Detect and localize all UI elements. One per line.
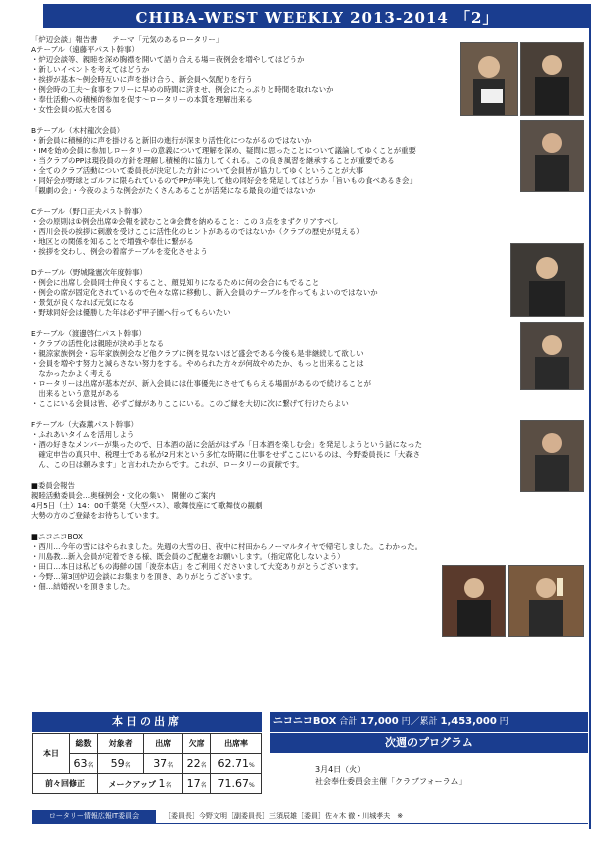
value: 17	[186, 777, 201, 790]
value: 59	[110, 757, 125, 770]
nico-cum: 1,453,000	[440, 716, 497, 727]
today-target	[97, 754, 143, 774]
section-line: ・例会に出席し会員同士仲良くすること、顔見知りになるために何の会合にもでること	[31, 278, 320, 287]
section-line: ・今野…第3回炉辺会談にお集まりを頂き、ありがとうございます。	[31, 572, 257, 581]
today-total	[70, 754, 98, 774]
attendance-header: 本日の出席	[32, 712, 262, 732]
section-line: 大勢の方のご登録をお待ちしています。	[31, 511, 164, 520]
unit: 名	[167, 762, 174, 769]
value: 63	[73, 757, 88, 770]
section-line: ・IMを始め会員に参加しロータリーの意義について理解を深め、疑問に思ったことについて議論してゆくことが重要	[31, 146, 416, 155]
value: 1	[158, 777, 166, 790]
nico-box-summary	[270, 712, 588, 732]
section-line: ・同好会が野球とゴルフに限られているのでPPが率先して他の同好会を発足してはどうか「旨いもの食べあるき会」	[31, 176, 417, 185]
next-program-date: 3月4日（火）	[315, 765, 366, 774]
today-present	[144, 754, 183, 774]
section-line: ・親涼家族例会・忘年家族例会など他クラブに例を見ないほど盛会である今後も是非継続して欲しい	[31, 349, 364, 358]
section-heading: Fテーブル（大森薫パスト幹事）	[31, 420, 139, 429]
today-rate	[211, 754, 262, 774]
prev-count	[183, 774, 211, 794]
nico-cum-label: 円／累計	[401, 717, 438, 727]
col-absent: 欠席	[183, 734, 211, 754]
section-line: ・女性会員の拡大を図る	[31, 105, 113, 114]
side-rule	[589, 4, 591, 829]
section-gap	[31, 470, 466, 481]
section-heading: Dテーブル（野城隆憲次年度幹事）	[31, 268, 147, 277]
attendance-header-row	[33, 734, 262, 754]
section-line: ・川島教…新入会員が定着できる様、既会員のご配慮をお願いします。（指定席化しないよう）	[31, 552, 345, 561]
footer-members: ［委員長］今野文明［副委員長］三須辰雄［委員］佐々木 徹・川城孝夫 ※	[164, 812, 404, 820]
photo-f	[520, 420, 584, 492]
unit: %	[248, 762, 255, 769]
section-heading: Bテーブル（木村龍次会員）	[31, 126, 125, 135]
section-line: ・全てのクラブ活動について委員長が決定した方針について会員皆が協力してゆくということが大事	[31, 166, 364, 175]
value: 62.71	[217, 757, 249, 770]
section-gap	[31, 318, 466, 329]
section-line: 出来るという意見がある	[31, 389, 120, 398]
photo-e	[520, 322, 584, 390]
section-line: 「観劇の会」・今夜のような例会がたくさんあることが活発になる最良の道ではないか	[31, 186, 316, 195]
section-line: ・クラブの活性化は親睦が決め手となる	[31, 339, 165, 348]
col-rate: 出席率	[211, 734, 262, 754]
prev-label: 前々回修正	[33, 774, 98, 794]
section-line: ・田口…本日は私どもの海鮮の国「浚奈本店」をご利用くださいまして大変ありがとうございます。	[31, 562, 363, 571]
next-program-header: 次週のプログラム	[270, 733, 588, 753]
section-line: ・景気が良くなれば元気になる	[31, 298, 135, 307]
section-line: 4月5日（土）14：00千葉発（大型バス）、歌舞伎座にて歌舞伎の観劇	[31, 501, 263, 510]
photo-g	[442, 565, 506, 637]
col-present: 出席	[144, 734, 183, 754]
nico-sum-label: 合計	[339, 717, 358, 727]
next-program-body	[315, 764, 467, 788]
photo-d	[510, 243, 584, 317]
nico-sum: 17,000	[360, 716, 399, 727]
section-line: ・挨拶が基本～例会時互いに声を掛け合う、新会員へ気配りを行う	[31, 75, 253, 84]
section-line: ・例会の席が固定化されているので色々な席に移動し、新入会員のテーブルを作ってもよいのではないか	[31, 288, 378, 297]
section-line: ・挨拶を交わし、例会の着席テーブルを変化させよう	[31, 247, 208, 256]
section-line: ・ふれあいタイムを活用しよう	[31, 430, 135, 439]
section-line: ・ロータリーは出席が基本だが、新入会員には仕事優先にさせてもらえる場面があるので続けることが	[31, 379, 371, 388]
intro-line: 「炉辺会談」報告書 テーマ「元気のあるロータリー」	[31, 35, 224, 44]
section-line: ・西川…今年の雪にはやられました。先週の大雪の日、夜中に村田からノーマルタイヤで帰宅しました。こわかった。	[31, 542, 423, 551]
unit: 名	[124, 762, 131, 769]
nico-unit: 円	[499, 717, 509, 727]
section-heading: ■ニコニコBOX	[31, 532, 83, 541]
report-body	[31, 35, 466, 592]
section-line: ・西川会長の挨拶に刺激を受けここに活性化のヒントがあるのではないか（クラブの歴史が見える）	[31, 227, 364, 236]
value: 22	[186, 757, 201, 770]
unit: 名	[87, 762, 94, 769]
makeup-label: メークアップ	[108, 780, 156, 789]
section-line: ・会の原則は①例会出席②会報を読むこと③会費を納めること：この３点をまずクリアすべし	[31, 217, 339, 226]
section-line: ・佃…結婚祝いを頂きました。	[31, 582, 135, 591]
prev-rate	[211, 774, 262, 794]
section-line: ・新会員に積極的に声を掛けると新旧の進行が深まり活性化につながるのではないか	[31, 136, 312, 145]
today-absent	[183, 754, 211, 774]
section-line: ・新しいイベントを考えてはどうか	[31, 65, 150, 74]
attendance-prev-row	[33, 774, 262, 794]
section-gap	[31, 115, 466, 126]
section-line: 確定申告の真只中、税理士である私が2月末という多忙な時期に仕事をせずここにいるのは、今野委員長に「大森さ	[31, 450, 421, 459]
section-line: ・奉仕活動への積極的参加を促す～ロータリーの本質を理解出来る	[31, 95, 253, 104]
section-gap	[31, 257, 466, 268]
section-heading: Eテーブル（渡邊啓仁パスト幹事）	[31, 329, 146, 338]
photo-a	[460, 42, 518, 116]
unit: 名	[165, 782, 172, 789]
section-gap	[31, 409, 466, 420]
section-gap	[31, 196, 466, 207]
value: 71.67	[217, 777, 249, 790]
section-line: ・地区との関係を知ることで増強や奉仕に繋がる	[31, 237, 194, 246]
section-heading: Cテーブル（野口正夫パスト幹事）	[31, 207, 147, 216]
photo-c	[520, 120, 584, 192]
nico-label: ニコニコBOX	[272, 716, 337, 727]
value: 37	[153, 757, 168, 770]
unit: 名	[200, 782, 207, 789]
newsletter-title: CHIBA-WEST WEEKLY 2013-2014 「2」	[135, 9, 499, 27]
today-label: 本日	[33, 734, 70, 774]
section-line: ・酒の好きなメンバーが集ったので、日本酒の話に会話がはずみ「日本酒を楽しむ会」を発足しようという話になった	[31, 440, 423, 449]
section-line: ・野球同好会は優勝した年は必ず甲子園へ行ってもらいたい	[31, 308, 231, 317]
section-gap	[31, 521, 466, 532]
photo-h	[508, 565, 584, 637]
section-line: ・当クラブのPPは現役員の方針を理解し積極的に協力してくれる。この良き風習を継承することが重要である	[31, 156, 395, 165]
header-banner	[43, 4, 591, 28]
section-line: ん、この日は頼みます」と言われたからです。これが、ロータリーの貢献です。	[31, 460, 304, 469]
section-line: ・炉辺会談等、親睦を深め胸襟を開いて語り合える場＝夜例会を増やしてはどうか	[31, 55, 305, 64]
section-line: ・例会時の工夫～食事をフリーに早めの時間に済ませ、例会にたっぷりと時間を取れないか	[31, 85, 334, 94]
section-heading: Aテーブル（遠藤平パスト幹事）	[31, 45, 139, 54]
unit: %	[248, 782, 255, 789]
photo-b	[520, 42, 584, 116]
prev-makeup	[97, 774, 182, 794]
col-total: 総数	[70, 734, 98, 754]
next-program-text: 社会奉仕委員会主催「クラブフォーラム」	[315, 777, 467, 786]
col-target: 対象者	[97, 734, 143, 754]
footer-committee: ロータリー情報広報IT委員会	[32, 810, 156, 823]
section-line: ・会員を増やす努力と減らさない努力をする。やめられた方々が何故やめたか、もっと出来ることは	[31, 359, 364, 368]
attendance-table	[32, 733, 262, 794]
section-line: なかったかよく考える	[31, 369, 113, 378]
section-line: 親睦活動委員会…奥様例会・文化の集い 開催のご案内	[31, 491, 216, 500]
section-heading: ■委員会報告	[31, 481, 75, 490]
section-line: ・ここにいる会員は皆、必ずご縁がありここにいる。このご縁を大切に次に繋げて行けたらよい	[31, 399, 349, 408]
unit: 名	[200, 762, 207, 769]
